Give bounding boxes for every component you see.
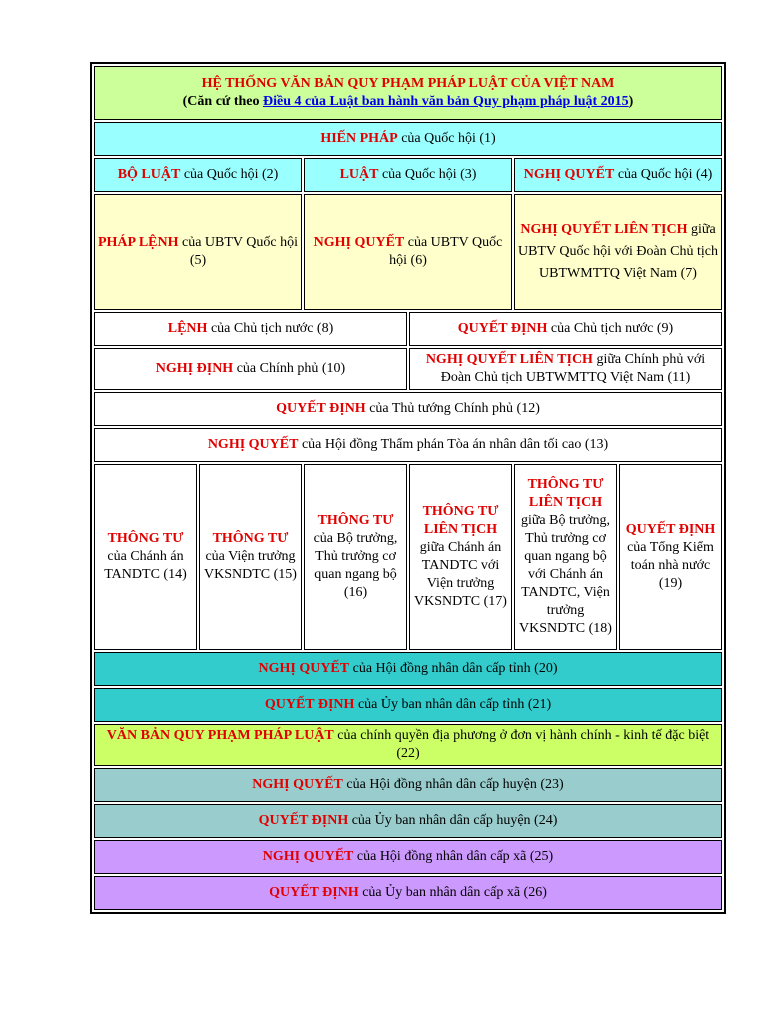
commune-council-resolution-cell: NGHỊ QUYẾT của Hội đồng nhân dân cấp xã (25) [94, 840, 722, 874]
law-article-link[interactable]: Điều 4 của Luật ban hành văn bản Quy phạm pháp luật 2015 [262, 94, 629, 109]
legal-system-table [90, 62, 726, 914]
commune-committee-decision-cell: QUYẾT ĐỊNH của Ủy ban nhân dân cấp xã (26) [94, 876, 722, 910]
standing-committee-resolution-cell: NGHỊ QUYẾT của UBTV Quốc hội (6) [304, 194, 512, 310]
supreme-court-resolution-cell: NGHỊ QUYẾT của Hội đồng Thẩm phán Tòa án nhân dân tối cao (13) [94, 428, 722, 462]
circular-chief-justice-cell: THÔNG TƯ của Chánh án TANDTC (14) [94, 464, 197, 650]
prime-minister-decision-cell: QUYẾT ĐỊNH của Thủ tướng Chính phủ (12) [94, 392, 722, 426]
special-zone-documents-cell: VĂN BẢN QUY PHẠM PHÁP LUẬT của chính quyền địa phương ở đơn vị hành chính - kinh tế đặc biệt (22) [94, 724, 722, 766]
assembly-resolution-cell: NGHỊ QUYẾT của Quốc hội (4) [514, 158, 722, 192]
province-committee-decision-cell: QUYẾT ĐỊNH của Ủy ban nhân dân cấp tỉnh (21) [94, 688, 722, 722]
president-order-cell: LỆNH của Chủ tịch nước (8) [94, 312, 407, 346]
joint-circular-court-procuracy-cell: THÔNG TƯ LIÊN TỊCH giữa Chánh án TANDTC với Viện trưởng VKSNDTC (17) [409, 464, 512, 650]
law-cell: LUẬT của Quốc hội (3) [304, 158, 512, 192]
code-law-cell: BỘ LUẬT của Quốc hội (2) [94, 158, 302, 192]
district-committee-decision-cell: QUYẾT ĐỊNH của Ủy ban nhân dân cấp huyện (24) [94, 804, 722, 838]
state-auditor-decision-cell: QUYẾT ĐỊNH của Tổng Kiểm toán nhà nước (19) [619, 464, 722, 650]
circular-minister-cell: THÔNG TƯ của Bộ trưởng, Thủ trưởng cơ quan ngang bộ (16) [304, 464, 407, 650]
joint-resolution-cell: NGHỊ QUYẾT LIÊN TỊCH giữa UBTV Quốc hội với Đoàn Chủ tịch UBTWMTTQ Việt Nam (7) [514, 194, 722, 310]
circular-procuracy-cell: THÔNG TƯ của Viện trưởng VKSNDTC (15) [199, 464, 302, 650]
province-council-resolution-cell: NGHỊ QUYẾT của Hội đồng nhân dân cấp tỉnh (20) [94, 652, 722, 686]
header-cell [94, 66, 722, 120]
page-title: HỆ THỐNG VĂN BẢN QUY PHẠM PHÁP LUẬT CỦA VIỆT NAM [201, 76, 615, 91]
government-decree-cell: NGHỊ ĐỊNH của Chính phủ (10) [94, 348, 407, 390]
header-subtitle: (Căn cứ theo Điều 4 của Luật ban hành văn bản Quy phạm pháp luật 2015) [182, 94, 634, 109]
constitution-cell: HIẾN PHÁP của Quốc hội (1) [94, 122, 722, 156]
district-council-resolution-cell: NGHỊ QUYẾT của Hội đồng nhân dân cấp huyện (23) [94, 768, 722, 802]
government-joint-resolution-cell: NGHỊ QUYẾT LIÊN TỊCH giữa Chính phủ với Đoàn Chủ tịch UBTWMTTQ Việt Nam (11) [409, 348, 722, 390]
joint-circular-minister-cell: THÔNG TƯ LIÊN TỊCH giữa Bộ trưởng, Thủ trưởng cơ quan ngang bộ với Chánh án TANDTC, Viện trưởng VKSNDTC (18) [514, 464, 617, 650]
ordinance-cell: PHÁP LỆNH của UBTV Quốc hội (5) [94, 194, 302, 310]
president-decision-cell: QUYẾT ĐỊNH của Chủ tịch nước (9) [409, 312, 722, 346]
